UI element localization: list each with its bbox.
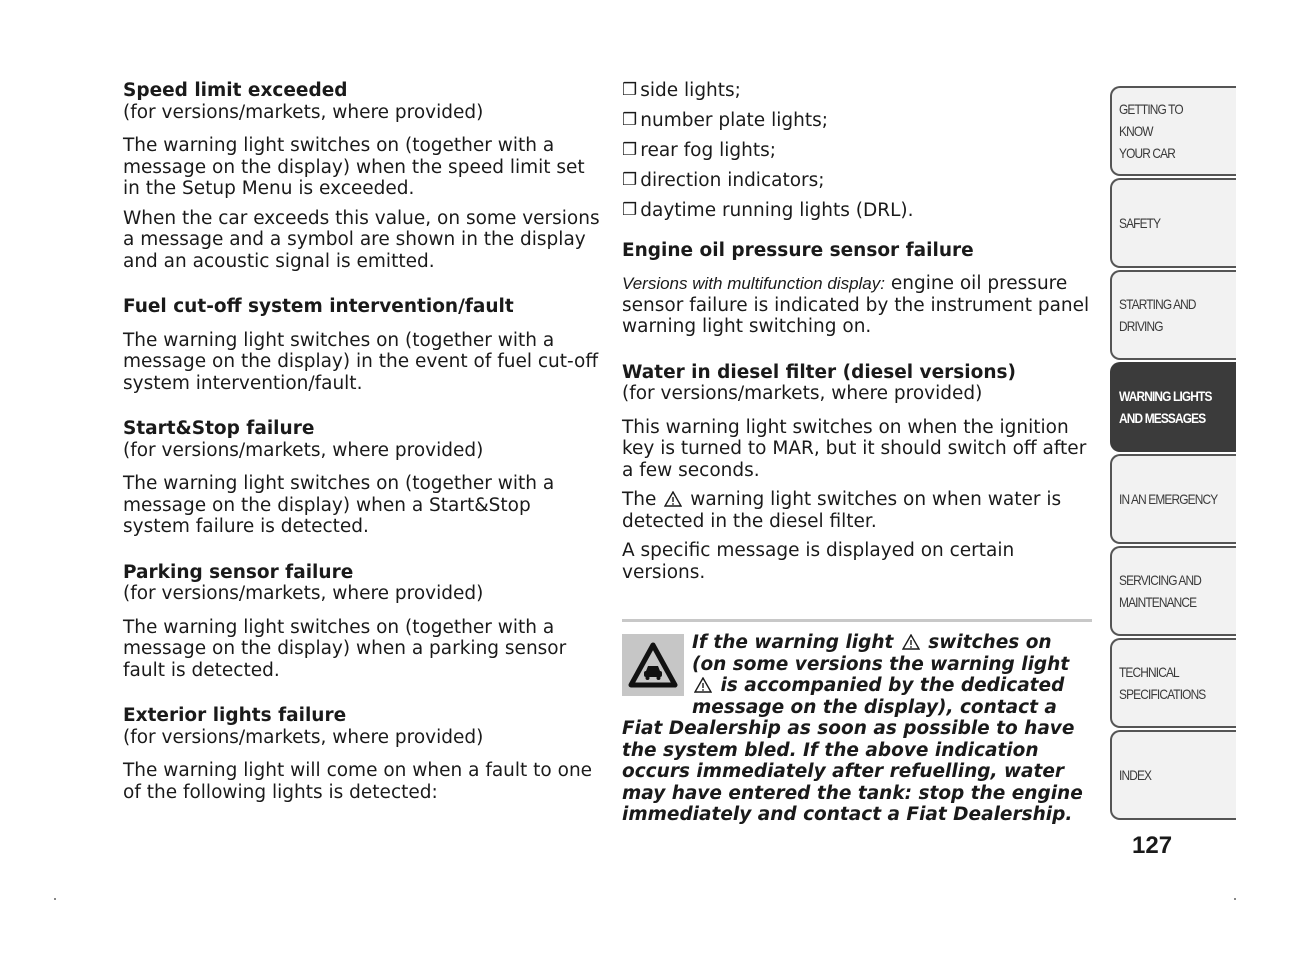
list-item-label: daytime running lights (DRL). bbox=[640, 200, 914, 221]
tab-emergency[interactable] bbox=[1110, 454, 1236, 544]
heading-start-stop: Start&Stop failure bbox=[123, 418, 315, 439]
paragraph: The warning light switches on (together with a message on the display) when a parking sensor fault is detected. bbox=[123, 616, 567, 681]
tab-index[interactable] bbox=[1110, 730, 1236, 820]
italic-lead: Versions with multifunction display: bbox=[622, 274, 885, 293]
paragraph-text: engine oil pressure sensor failure is indicated by the instrument panel warning light switching on. bbox=[622, 273, 1090, 337]
heading-water-diesel: Water in diesel filter (diesel versions) bbox=[622, 361, 1016, 383]
tab-label: INDEX bbox=[1119, 767, 1152, 783]
middle-column bbox=[622, 80, 1092, 826]
paragraph: When the car exceeds this value, on some versions a message and a symbol are shown in the display and an acoustic signal is emitted. bbox=[123, 207, 600, 272]
paragraph: The warning light switches on (together with a message on the display) in the event of fuel cut-off system intervention/fault. bbox=[123, 329, 599, 394]
paragraph-text: warning light switches on when water is detected in the diesel filter. bbox=[622, 489, 1062, 532]
tab-label: TECHNICAL SPECIFICATIONS bbox=[1119, 664, 1206, 702]
subheading: (for versions/markets, where provided) bbox=[622, 383, 983, 404]
checkbox-bullet-icon: ❒ bbox=[622, 170, 638, 190]
paragraph: The warning light will come on when a fault to one of the following lights is detected: bbox=[123, 760, 593, 803]
tab-warning-lights[interactable] bbox=[1110, 362, 1236, 452]
crop-mark bbox=[54, 898, 56, 900]
warning-text: switches on (on some versions the warning light bbox=[692, 632, 1070, 675]
crop-mark bbox=[1234, 898, 1236, 900]
warning-triangle-icon bbox=[694, 677, 712, 693]
warning-note bbox=[622, 632, 1092, 826]
checkbox-bullet-icon: ❒ bbox=[622, 200, 638, 220]
list-item-label: number plate lights; bbox=[640, 110, 828, 131]
paragraph-text: The bbox=[622, 489, 657, 510]
hazard-car-icon bbox=[622, 634, 684, 696]
section-speed-limit bbox=[123, 80, 603, 272]
warning-text: is accompanied by the dedicated message on the display), contact a Fiat Dealership as soon as possible to have the system bled. If the above indication occurs immediately after refuelling, water may have entered the tank: stop the engine immediately and contact a Fiat Dealership. bbox=[622, 675, 1083, 825]
section-parking-sensor bbox=[123, 562, 603, 682]
subheading: (for versions/markets, where provided) bbox=[123, 726, 484, 748]
subheading: (for versions/markets, where provided) bbox=[123, 583, 484, 604]
warning-triangle-icon bbox=[664, 491, 682, 507]
divider bbox=[622, 619, 1092, 622]
tab-label: SAFETY bbox=[1119, 215, 1161, 231]
heading-speed-limit: Speed limit exceeded bbox=[123, 80, 348, 101]
subheading: (for versions/markets, where provided) bbox=[123, 439, 484, 461]
list-item bbox=[622, 170, 1092, 192]
tab-label: SERVICING AND MAINTENANCE bbox=[1119, 572, 1201, 610]
section-fuel-cutoff bbox=[123, 296, 603, 394]
section-oil-pressure bbox=[622, 240, 1092, 338]
page-number: 127 bbox=[1132, 832, 1173, 859]
left-column bbox=[123, 80, 603, 811]
tab-label: GETTING TO KNOW YOUR CAR bbox=[1119, 101, 1183, 161]
lights-list bbox=[622, 80, 1092, 222]
tab-technical-specs[interactable] bbox=[1110, 638, 1236, 728]
section-exterior-lights bbox=[123, 705, 603, 803]
paragraph: The warning light switches on (together with a message on the display) when a Start&Stop system failure is detected. bbox=[123, 473, 555, 537]
heading-exterior-lights: Exterior lights failure bbox=[123, 705, 347, 726]
tab-label: STARTING AND DRIVING bbox=[1119, 296, 1196, 334]
paragraph bbox=[622, 489, 1092, 532]
heading-parking-sensor: Parking sensor failure bbox=[123, 561, 354, 583]
section-water-diesel bbox=[622, 362, 1092, 584]
checkbox-bullet-icon: ❒ bbox=[622, 80, 638, 100]
tab-servicing[interactable] bbox=[1110, 546, 1236, 636]
checkbox-bullet-icon: ❒ bbox=[622, 110, 638, 130]
chapter-tabs bbox=[1110, 86, 1236, 822]
list-item bbox=[622, 110, 1092, 132]
heading-fuel-cutoff: Fuel cut-off system intervention/fault bbox=[123, 296, 514, 317]
list-item bbox=[622, 80, 1092, 102]
section-start-stop bbox=[123, 418, 603, 538]
list-item bbox=[622, 140, 1092, 162]
tab-label: IN AN EMERGENCY bbox=[1119, 491, 1218, 507]
tab-safety[interactable] bbox=[1110, 178, 1236, 268]
heading-oil-pressure: Engine oil pressure sensor failure bbox=[622, 239, 974, 261]
list-item-label: direction indicators; bbox=[640, 170, 825, 191]
paragraph: A specific message is displayed on certain versions. bbox=[622, 540, 1015, 583]
warning-text: If the warning light bbox=[692, 632, 894, 653]
paragraph bbox=[622, 273, 1092, 338]
paragraph: The warning light switches on (together with a message on the display) when the speed limit set in the Setup Menu is exceeded. bbox=[123, 135, 585, 199]
list-item bbox=[622, 200, 1092, 222]
list-item-label: rear fog lights; bbox=[640, 140, 776, 161]
tab-label: WARNING LIGHTS AND MESSAGES bbox=[1119, 388, 1212, 426]
checkbox-bullet-icon: ❒ bbox=[622, 140, 638, 160]
list-item-label: side lights; bbox=[640, 80, 741, 101]
warning-triangle-icon bbox=[902, 634, 920, 650]
tab-getting-to-know[interactable] bbox=[1110, 86, 1236, 176]
tab-starting-driving[interactable] bbox=[1110, 270, 1236, 360]
paragraph: This warning light switches on when the ignition key is turned to MAR, but it should switch off after a few seconds. bbox=[622, 416, 1087, 481]
subheading: (for versions/markets, where provided) bbox=[123, 101, 484, 123]
